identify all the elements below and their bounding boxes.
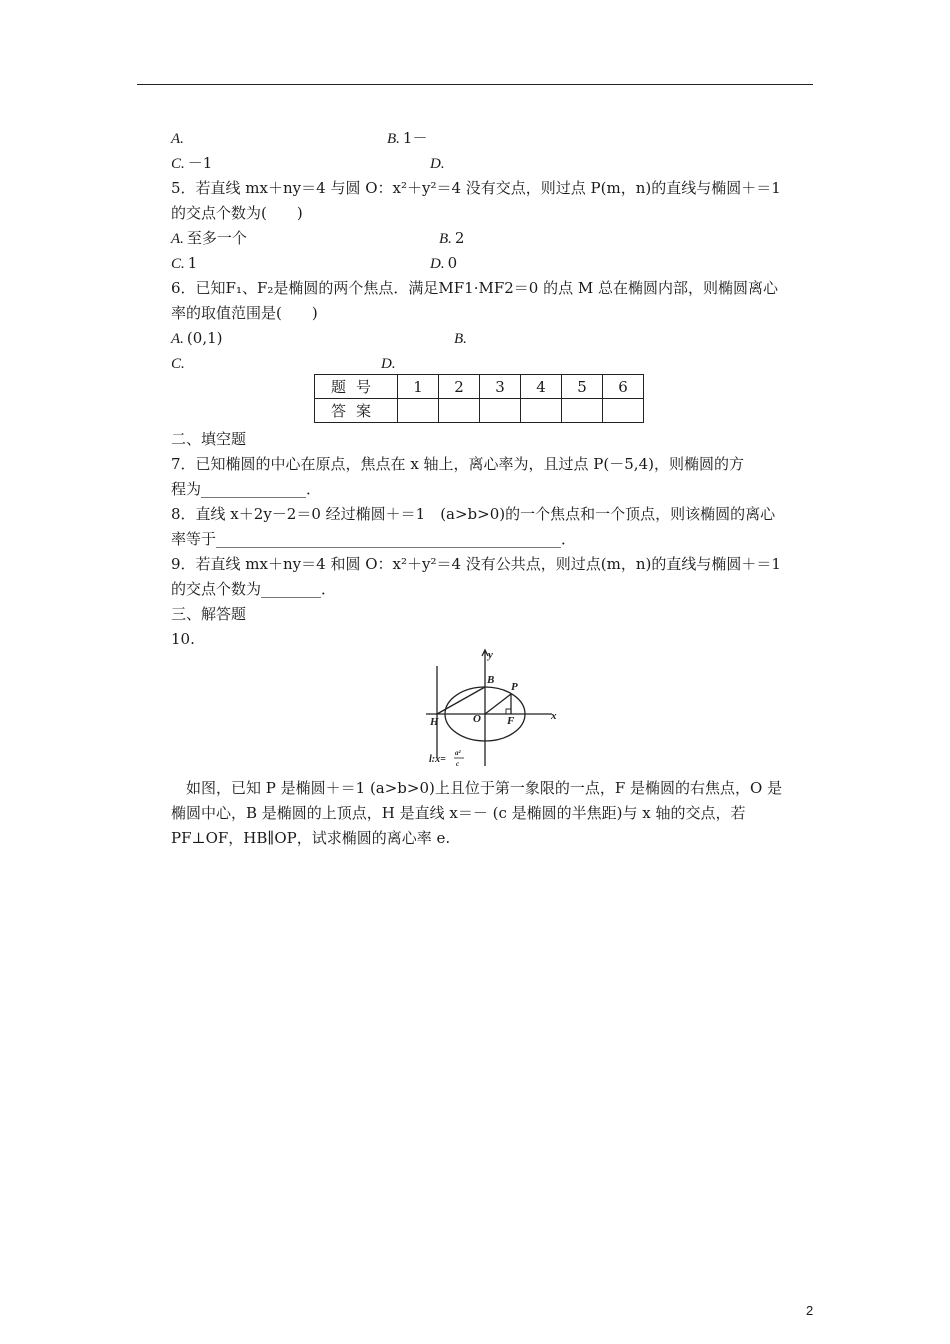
- q10-line-3: PF⊥OF，HB∥OP，试求椭圆的离心率 e.: [171, 829, 451, 847]
- table-header-number: 题号: [315, 375, 398, 399]
- q6-option-b: B.: [454, 331, 467, 347]
- table-cell-answer[interactable]: [398, 399, 439, 423]
- q7-line-1: 7．已知椭圆的中心在原点，焦点在 x 轴上，离心率为，且过点 P(－5,4)，则椭圆的方: [171, 455, 744, 473]
- table-cell-answer[interactable]: [521, 399, 562, 423]
- table-cell-number: 2: [439, 375, 480, 399]
- q7-line-2: 程为______________．: [171, 480, 322, 498]
- table-cell-answer[interactable]: [562, 399, 603, 423]
- q6-option-a: A. (0,1): [171, 329, 223, 347]
- q5-option-d: D. 0: [430, 254, 458, 272]
- header-rule: [137, 84, 813, 85]
- q5-option-b: B. 2: [439, 229, 465, 247]
- table-cell-number: 6: [603, 375, 644, 399]
- directrix-fraction-denominator: c: [456, 760, 460, 768]
- q8-line-2: 率等于______________________________________________．: [171, 530, 577, 548]
- q4-option-d: D.: [430, 156, 445, 172]
- table-cell-answer[interactable]: [603, 399, 644, 423]
- q5-line-2: 的交点个数为( ): [171, 204, 303, 222]
- q10-number: 10.: [171, 630, 195, 648]
- directrix-label: l:x=: [429, 754, 446, 765]
- q8-line-1: 8．直线 x＋2y－2＝0 经过椭圆＋＝1 (a>b>0)的一个焦点和一个顶点，则该椭圆的离心: [171, 505, 776, 523]
- answer-table: [314, 374, 644, 423]
- table-cell-number: 5: [562, 375, 603, 399]
- q6-option-d: D.: [381, 356, 396, 372]
- point-b-label: B: [487, 674, 495, 686]
- table-cell-number: 1: [398, 375, 439, 399]
- right-angle-mark: [506, 709, 511, 714]
- table-cell-answer[interactable]: [480, 399, 521, 423]
- ellipse-figure: [424, 648, 564, 770]
- table-row-answers: [315, 399, 644, 423]
- y-axis-label: y: [488, 649, 493, 661]
- q10-line-1: 如图，已知 P 是椭圆＋＝1 (a>b>0)上且位于第一象限的一点，F 是椭圆的右焦点，O 是: [171, 779, 783, 797]
- table-row-numbers: [315, 375, 644, 399]
- q10-line-2: 椭圆中心，B 是椭圆的上顶点，H 是直线 x＝－ (c 是椭圆的半焦距)与 x 轴的交点，若: [171, 804, 746, 822]
- q6-line-2: 率的取值范围是( ): [171, 304, 318, 322]
- point-o-label: O: [473, 713, 481, 725]
- section-heading-fill-blank: 二、填空题: [171, 430, 247, 448]
- q6-line-1: 6．已知F₁、F₂是椭圆的两个焦点．满足MF1·MF2＝0 的点 M 总在椭圆内部，则椭圆离心: [171, 279, 778, 297]
- segment-hb: [437, 687, 485, 714]
- x-axis-label: x: [551, 710, 557, 722]
- page-number: 2: [806, 1303, 814, 1318]
- q4-option-a: A.: [171, 131, 184, 147]
- table-cell-answer[interactable]: [439, 399, 480, 423]
- point-h-label: H: [430, 716, 439, 728]
- q5-option-a: A. 至多一个: [171, 229, 247, 247]
- point-p-label: P: [511, 681, 518, 693]
- table-cell-number: 3: [480, 375, 521, 399]
- q6-option-c: C.: [171, 356, 185, 372]
- section-heading-solve: 三、解答题: [171, 605, 247, 623]
- point-f-label: F: [507, 715, 515, 727]
- q9-line-2: 的交点个数为________．: [171, 580, 337, 598]
- q5-line-1: 5．若直线 mx＋ny＝4 与圆 O：x²＋y²＝4 没有交点，则过点 P(m，n)的直线与椭圆＋＝1: [171, 179, 781, 197]
- q5-option-c: C. 1: [171, 254, 198, 272]
- q4-option-c: C. －1: [171, 154, 213, 172]
- directrix-fraction-numerator: a²: [455, 749, 461, 757]
- segment-op: [485, 694, 511, 714]
- table-cell-number: 4: [521, 375, 562, 399]
- q9-line-1: 9．若直线 mx＋ny＝4 和圆 O：x²＋y²＝4 没有公共点，则过点(m，n)的直线与椭圆＋＝1: [171, 555, 781, 573]
- table-header-answer: 答案: [315, 399, 398, 423]
- q4-option-b: B. 1－: [387, 129, 428, 147]
